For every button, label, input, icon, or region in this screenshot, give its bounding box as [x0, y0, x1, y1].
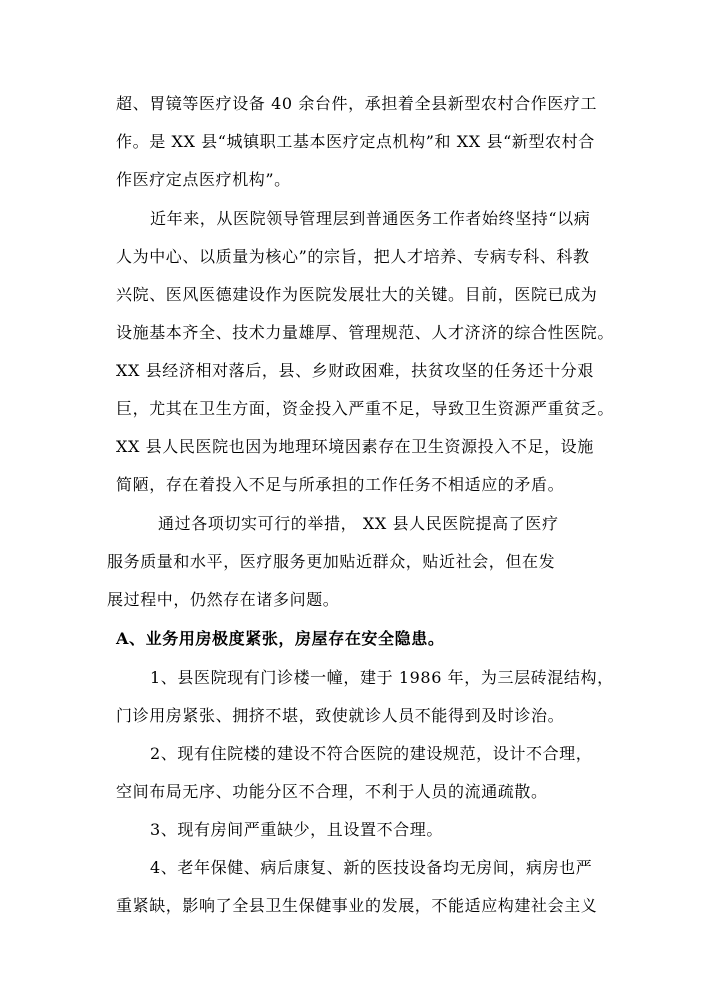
text-line: 通过各项切实可行的举措， XX 县人民医院提高了医疗 — [158, 514, 559, 533]
text-line: XX 县经济相对落后，县、乡财政困难，扶贫攻坚的任务还十分艰 — [116, 361, 594, 380]
text-line: 超、胃镜等医疗设备 40 余台件，承担着全县新型农村合作医疗工 — [116, 94, 598, 113]
text-line: 兴院、医风医德建设作为医院发展壮大的关键。目前，医院已成为 — [116, 285, 598, 304]
text-line: XX 县人民医院也因为地理环境因素存在卫生资源投入不足，设施 — [116, 437, 594, 456]
text-line: 简陋，存在着投入不足与所承担的工作任务不相适应的矛盾。 — [116, 475, 565, 494]
text-line: 巨，尤其在卫生方面，资金投入严重不足，导致卫生资源严重贫乏。 — [116, 399, 615, 418]
text-line: 作医疗定点医疗机构”。 — [116, 170, 291, 189]
text-line: 服务质量和水平，医疗服务更加贴近群众，贴近社会，但在发 — [107, 552, 556, 571]
text-line: 近年来，从医院领导管理层到普通医务工作者始终坚持“以病 — [150, 209, 591, 228]
text-line: 重紧缺，影响了全县卫生保健事业的发展，不能适应构建社会主义 — [116, 896, 598, 915]
text-line: 4、老年保健、病后康复、新的医技设备均无房间，病房也严 — [150, 858, 593, 877]
text-line: 设施基本齐全、技术力量雄厚、管理规范、人才济济的综合性医院。 — [116, 323, 615, 342]
text-line: 展过程中，仍然存在诸多问题。 — [107, 590, 340, 609]
text-line: 人为中心、以质量为核心”的宗旨，把人才培养、专病专科、科教 — [116, 247, 590, 266]
text-line: 作。是 XX 县“城镇职工基本医疗定点机构”和 XX 县“新型农村合 — [116, 132, 595, 151]
text-line: 空间布局无序、功能分区不合理，不利于人员的流通疏散。 — [116, 782, 548, 801]
text-line: 2、现有住院楼的建设不符合医院的建设规范，设计不合理， — [150, 744, 593, 763]
text-line: 1、县医院现有门诊楼一幢，建于 1986 年，为三层砖混结构， — [150, 668, 614, 687]
text-line: 门诊用房紧张、拥挤不堪，致使就诊人员不能得到及时诊治。 — [116, 706, 565, 725]
text-line: 3、现有房间严重缺少，且设置不合理。 — [150, 820, 443, 839]
section-heading: A、业务用房极度紧张，房屋存在安全隐患。 — [116, 629, 445, 648]
